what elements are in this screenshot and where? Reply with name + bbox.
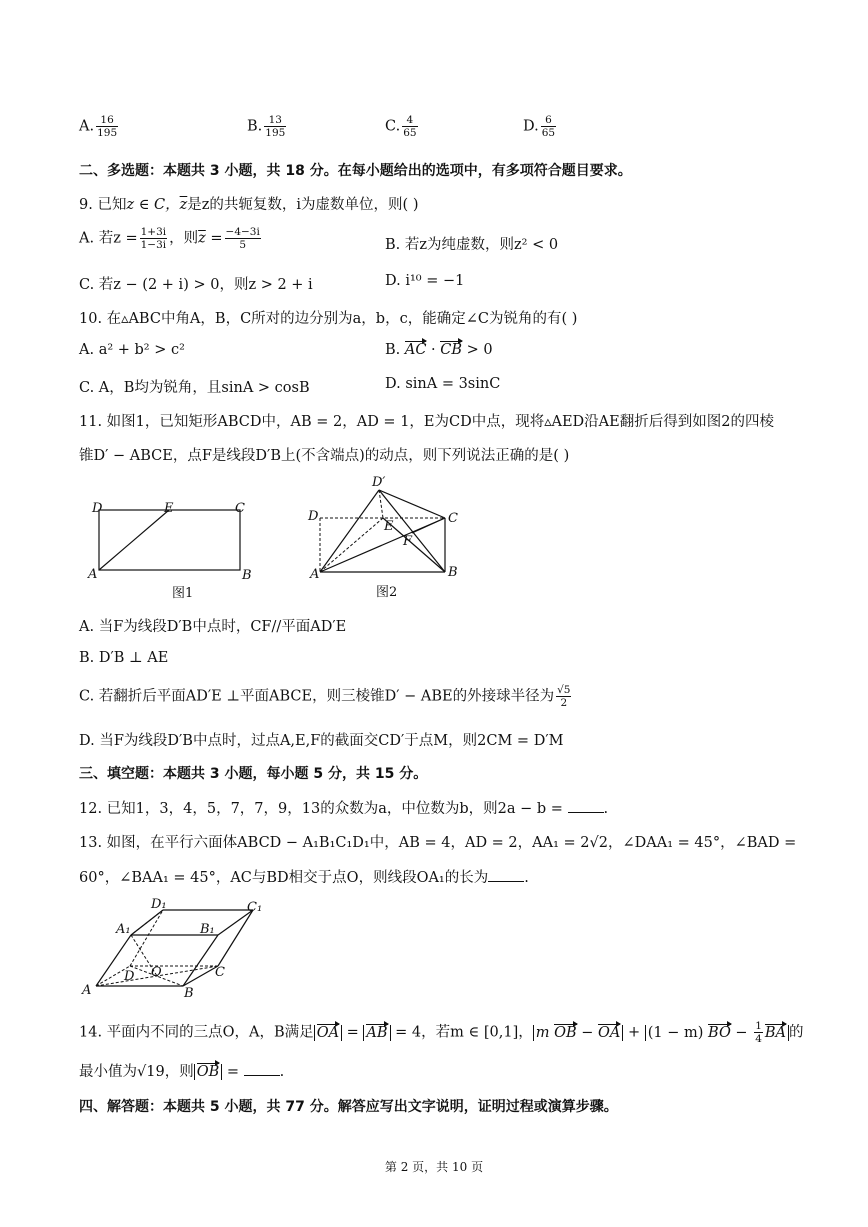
q14-line1: 14. 平面内不同的三点O，A，B满足 OA = AB = 4，若m ∈ [0,1]， m OB − OA + (1 − m) BO − $\frac{1}{4}$ BA 的 — [79, 1020, 804, 1045]
q9-option-b: B. 若z为纯虚数，则z² < 0 — [385, 237, 559, 253]
fig3-label-d1: D₁ — [151, 897, 167, 912]
q11-option-b: B. D′B ⊥ AE — [79, 650, 169, 666]
q9-option-a: A. 若z = $\frac{1+3i}{1-3i}$ ，则$\overline{z}$ = $\frac{-4-3i}{5}$ — [79, 226, 260, 251]
q14-line2: 最小值为√19，则 OB = . — [79, 1064, 285, 1080]
q13-line2: 60°，∠BAA₁ = 45°，AC与BD相交于点O，则线段OA₁的长为 . — [79, 870, 529, 886]
page-footer: 第 2 页，共 10 页 — [384, 1160, 484, 1174]
q11-stem-line2: 锥D′ − ABCE，点F是线段D′B上(不含端点)的动点，则下列说法正确的是( ) — [79, 448, 570, 464]
q12-text: 12. 已知1，3，4，5，7，7，9，13的众数为a，中位数为b，则2a − b = . — [79, 801, 609, 817]
section-2-heading: 二、多选题：本题共 3 小题，共 18 分。在每小题给出的选项中，有多项符合题目要求。 — [79, 163, 632, 179]
section-4-heading: 四、解答题：本题共 5 小题，共 77 分。解答应写出文字说明，证明过程或演算步骤。 — [79, 1099, 618, 1115]
fig2-label-b: B — [448, 565, 458, 580]
fig1-label-c: C — [235, 501, 245, 516]
fig3-label-a: A — [82, 983, 92, 998]
fig3-label-d: D — [124, 969, 135, 984]
fig2-label-c: C — [448, 511, 458, 526]
fig3-label-b: B — [184, 986, 194, 1001]
figure-2-pyramid — [300, 470, 475, 605]
figure-3-parallelepiped — [78, 893, 278, 1003]
fig3-label-o: O — [151, 965, 162, 980]
fig1-label-a: A — [88, 567, 98, 582]
fig1-label-d: D — [92, 501, 103, 516]
fig2-label-e: E — [384, 519, 394, 534]
q13-line1: 13. 如图，在平行六面体ABCD − A₁B₁C₁D₁中，AB = 4，AD = 2，AA₁ = 2√2，∠DAA₁ = 45°，∠BAD = — [79, 835, 797, 851]
fig1-caption: 图1 — [172, 586, 194, 601]
q10-option-a: A. a² + b² > c² — [79, 342, 185, 358]
q11-option-c: C. 若翻折后平面AD′E ⊥平面ABCE，则三棱锥D′ − ABE的外接球半径为 $\frac{√5}{2}$ — [79, 684, 571, 709]
fig1-label-b: B — [242, 568, 252, 583]
fig3-label-a1: A₁ — [116, 922, 131, 937]
fig3-label-b1: B₁ — [200, 922, 215, 937]
q8-option-a: A. $\frac{16}{195}$ — [79, 114, 118, 139]
q11-option-a: A. 当F为线段D′B中点时，CF//平面AD′E — [79, 619, 347, 635]
q8-option-d: D. $\frac{6}{65}$ — [523, 114, 556, 139]
fig3-label-c: C — [215, 965, 225, 980]
q10-option-d: D. sinA = 3sinC — [385, 376, 501, 392]
q9-stem: 9. 已知z ∈ C，$\overline{z}$是z的共轭复数，i为虚数单位，则( ) — [79, 197, 419, 213]
q9-option-d: D. i¹⁰ = −1 — [385, 273, 465, 289]
q12-answer-blank[interactable] — [568, 800, 604, 813]
q8-option-b: B. $\frac{13}{195}$ — [247, 114, 286, 139]
q9-option-c: C. 若z − (2 + i) > 0，则z > 2 + i — [79, 277, 313, 293]
q11-option-d: D. 当F为线段D′B中点时，过点A,E,F的截面交CD′于点M，则2CM = D′M — [79, 733, 564, 749]
fig1-label-e: E — [164, 501, 174, 516]
fig2-label-f: F — [403, 534, 413, 549]
fig3-label-c1: C₁ — [247, 900, 263, 915]
fig2-caption: 图2 — [376, 585, 398, 600]
q10-option-c: C. A，B均为锐角，且sinA > cosB — [79, 380, 310, 396]
q10-stem: 10. 在▵ABC中角A，B，C所对的边分别为a，b，c，能确定∠C为锐角的有( ) — [79, 311, 578, 327]
q14-answer-blank[interactable] — [244, 1063, 280, 1076]
q8-option-c: C. $\frac{4}{65}$ — [385, 114, 417, 139]
q13-answer-blank[interactable] — [488, 869, 524, 882]
q11-stem-line1: 11. 如图1，已知矩形ABCD中，AB = 2，AD = 1，E为CD中点，现将▵AED沿AE翻折后得到如图2的四棱 — [79, 414, 774, 430]
section-3-heading: 三、填空题：本题共 3 小题，每小题 5 分，共 15 分。 — [79, 766, 428, 782]
figure-1-rectangle — [80, 495, 270, 605]
fig2-label-d: D — [308, 509, 319, 524]
fig2-label-dprime: D′ — [372, 475, 386, 490]
q10-option-b: B. AC · CB > 0 — [385, 342, 493, 358]
fig2-label-a: A — [310, 567, 320, 582]
